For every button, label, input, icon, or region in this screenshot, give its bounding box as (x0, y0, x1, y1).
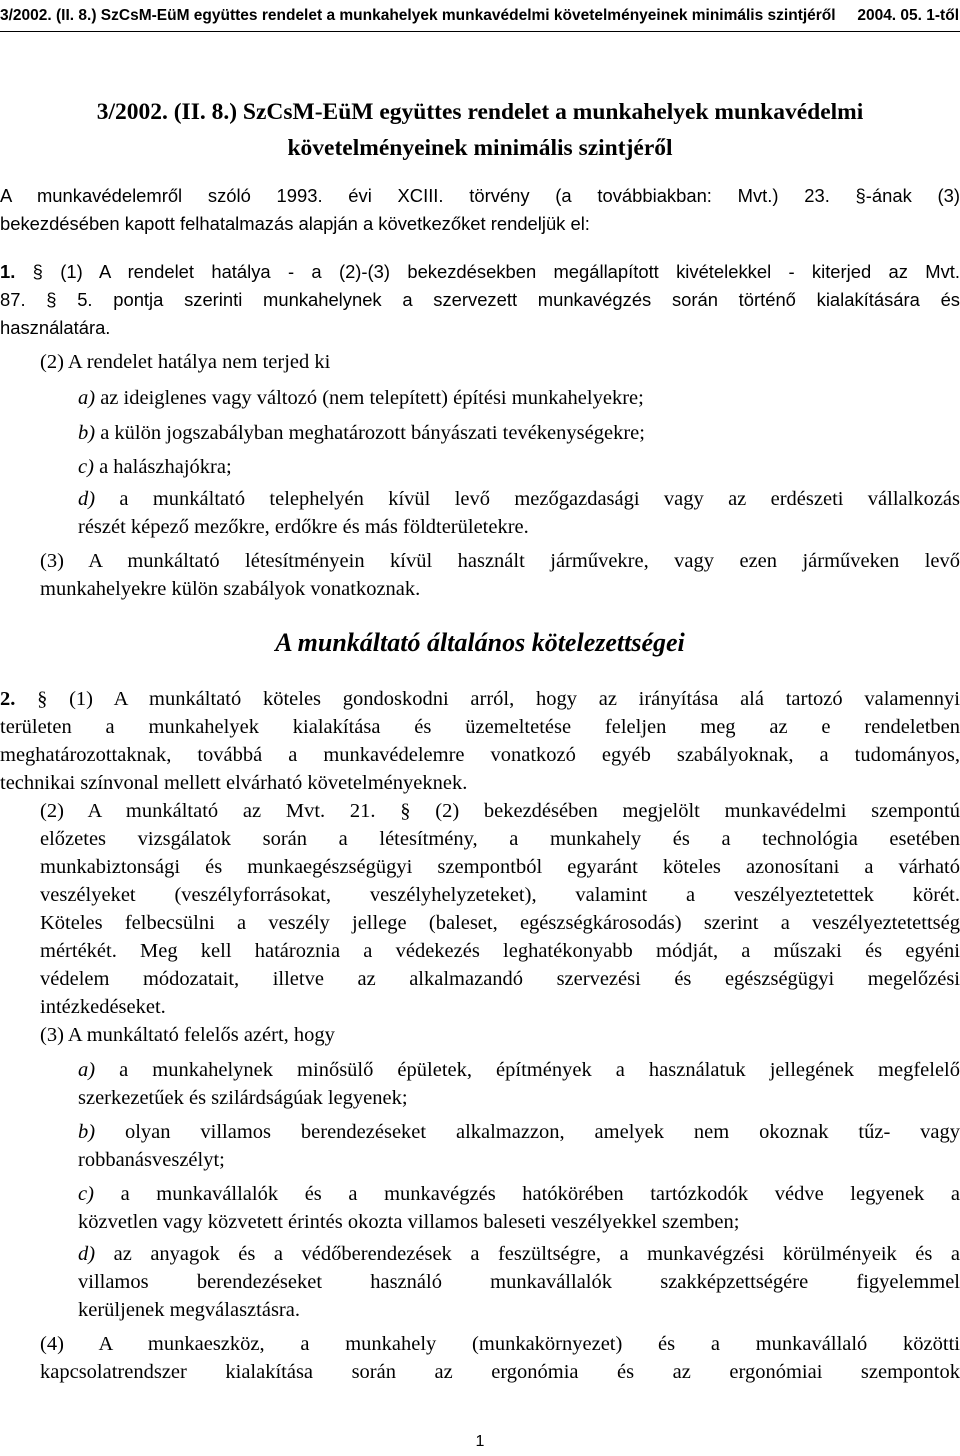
document-title (0, 94, 960, 166)
item-text-continued: szerkezetűek és szilárdságúak legyenek; (78, 1087, 408, 1109)
section-2-p4-line-1: (4) A munkaeszköz, a munkahely (munkakörnyezet) és a munkavállaló közötti (40, 1333, 960, 1355)
section-heading: A munkáltató általános kötelezettségei (275, 628, 685, 657)
section-2-item-d: d) az anyagok és a védőberendezések a feszültségre, a munkavégzési körülményeik és a villamos berendezéseket használó munkavállalók szakképzettségére figyelemmel kerüljenek megválasztásra. (78, 1240, 960, 1324)
section-2-p2-line-4: veszélyeket (veszélyforrásokat, veszélyhelyzeteket), valamint a veszélyeztetettek körét. (40, 884, 960, 906)
section-1-p3-line-2: munkahelyekre külön szabályok vonatkoznak. (40, 578, 421, 600)
section-2-p3-intro: (3) A munkáltató felelős azért, hogy (40, 1024, 335, 1046)
section-2-item-b: b) olyan villamos berendezéseket alkalmazzon, amelyek nem okoznak tűz- vagy robbanásveszélyt; (78, 1118, 960, 1174)
header-date: 2004. 05. 1-től (857, 7, 959, 24)
section-1-paragraph-1 (0, 258, 960, 342)
section-1-paragraph-3 (40, 547, 960, 603)
section-1-paragraph-2-intro (40, 348, 960, 376)
item-label: a) (78, 1059, 96, 1081)
section-2-p2-line-2: előzetes vizsgálatok során a létesítmény, a munkahely és a technológia esetében (40, 828, 960, 850)
section-2-number: 2. (0, 688, 16, 710)
section-1-line-1 (0, 258, 960, 286)
section-2-item-a: a) a munkahelynek minősülő épületek, építmények a használatuk jellegének megfelelő szerkezetűek és szilárdságúak legyenek; (78, 1056, 960, 1112)
item-text: az ideiglenes vagy változó (nem telepített) építési munkahelyekre; (100, 387, 644, 409)
section-2-p2-line-6: mértékét. Meg kell határoznia a védekezés leghatékonyabb módját, a műszaki és egyéni (40, 940, 960, 962)
preamble-line-2: bekezdésében kapott felhatalmazás alapján a következőket rendeljük el: (0, 213, 590, 234)
header-divider (0, 31, 960, 32)
item-text: a külön jogszabályban meghatározott bányászati tevékenységekre; (100, 422, 645, 444)
item-label: b) (78, 1121, 96, 1143)
section-2-p2-line-8: intézkedéseket. (40, 996, 166, 1018)
section-2-paragraph-1 (0, 685, 960, 797)
section-2-p4-line-2: kapcsolatrendszer kialakítása során az ergonómia és az ergonómiai szempontok (40, 1361, 960, 1383)
section-1-number: 1. (0, 261, 16, 282)
section-2-p2-line-7: védelem módozatait, illetve az alkalmazandó szervezési és egészségügyi megelőzési (40, 968, 960, 990)
section-1-item-d (78, 485, 960, 541)
item-text-continued: villamos berendezéseket használó munkavállalók szakképzettségére figyelemmel (78, 1271, 960, 1293)
item-label: d) (78, 488, 96, 510)
section-1-line-2: 87. § 5. pontja szerinti munkahelynek a szervezett munkavégzés során történő kialakítására és (0, 289, 960, 310)
section-1-text-1: § (1) A rendelet hatálya - a (2)-(3) bekezdésekben megállapított kivételekkel - kiterjed az Mvt. (32, 261, 960, 282)
document-title-line-1: 3/2002. (II. 8.) SzCsM-EüM együttes rendelet a munkahelyek munkavédelmi (96, 99, 864, 125)
section-2-paragraph-2 (0, 797, 960, 1021)
header-title: 3/2002. (II. 8.) SzCsM-EüM együttes rendelet a munkahelyek munkavédelmi követelményeinek minimális szintjéről (0, 7, 836, 24)
preamble (0, 182, 960, 238)
preamble-line-1: A munkavédelemről szóló 1993. évi XCIII. törvény (a továbbiakban: Mvt.) 23. §-ának (3) (0, 185, 960, 206)
section-2-p2-line-3: munkabiztonsági és munkaegészségügyi szempontból egyaránt köteles azonosítani a várható (40, 856, 960, 878)
item-label: c) (78, 1183, 94, 1205)
item-label: b) (78, 422, 96, 444)
item-text: a halászhajókra; (99, 456, 232, 478)
item-text-continued: kerüljenek megválasztásra. (78, 1299, 300, 1321)
item-text: a munkáltató telephelyén kívül levő mezőgazdasági vagy az erdészeti vállalkozás (119, 488, 960, 510)
item-text-continued: közvetlen vagy közvetett érintés okozta villamos baleseti veszélyekkel szemben; (78, 1211, 740, 1233)
item-text-continued: robbanásveszélyt; (78, 1149, 225, 1171)
section-1-item-a (78, 384, 960, 412)
item-label: c) (78, 456, 94, 478)
section-1-p2-intro: (2) A rendelet hatálya nem terjed ki (40, 351, 331, 373)
section-1-item-b (78, 419, 960, 447)
section-1-item-c (78, 453, 960, 481)
section-2-p1-line-4: technikai színvonal mellett elvárható követelményeknek. (0, 772, 468, 794)
section-2-p1-line-3: meghatározottaknak, továbbá a munkavédelemre vonatkozó egyéb szabályoknak, a tudományos, (0, 744, 960, 766)
section-2-p2-line-1: (2) A munkáltató az Mvt. 21. § (2) bekezdésében megjelölt munkavédelmi szempontú (40, 800, 960, 822)
item-label: d) (78, 1243, 96, 1265)
section-2-paragraph-4 (0, 1330, 960, 1386)
section-1-line-3: használatára. (0, 317, 111, 338)
document-title-line-2: követelményeinek minimális szintjéről (287, 135, 673, 161)
running-header (0, 3, 960, 29)
item-label: a) (78, 387, 96, 409)
item-text-continued: részét képező mezőkre, erdőkre és más földterületekre. (78, 516, 529, 538)
section-2-p1-line-2: területen a munkahelyek kialakítása és üzemeltetése feleljen meg az e rendeletben (0, 716, 960, 738)
section-2-item-c: c) a munkavállalók és a munkavégzés hatókörében tartózkodók védve legyenek a közvetlen vagy közvetett érintés okozta villamos baleseti veszélyekkel szemben; (78, 1180, 960, 1236)
section-2-p1-line-1: 2. § (1) A munkáltató köteles gondoskodni arról, hogy az irányítása alá tartozó valamennyi (0, 688, 960, 710)
section-1-p3-line-1: (3) A munkáltató létesítményein kívül használt járművekre, vagy ezen járműveken levő (40, 550, 960, 572)
section-2-paragraph-3-intro (40, 1021, 960, 1049)
section-2-p2-line-5: Köteles felbecsülni a veszély jellege (baleset, egészségkárosodás) szerint a veszélyeztetettség (40, 912, 960, 934)
page-number: 1 (475, 1433, 485, 1450)
